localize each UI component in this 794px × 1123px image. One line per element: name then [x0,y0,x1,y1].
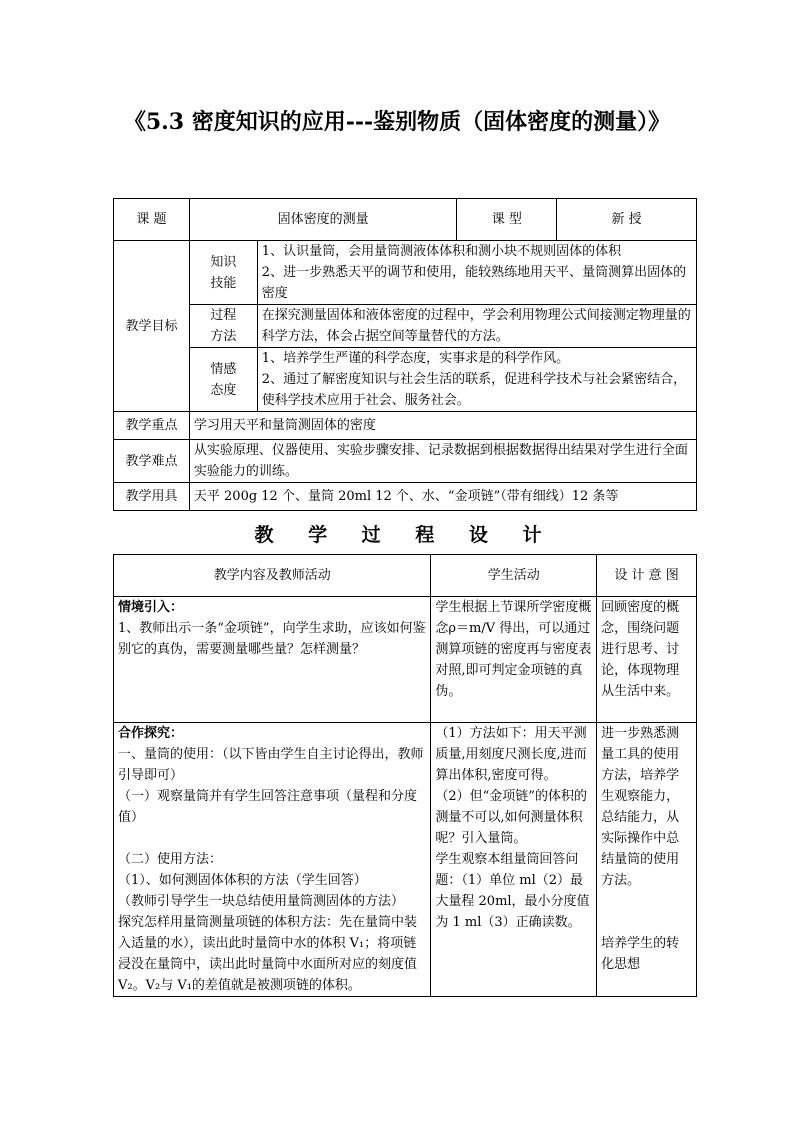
tools-label: 教学用具 [114,483,190,511]
row-explore-intent: 进一步熟悉测量工具的使用方法，培养学生观察能力，总结能力，从实际操作中总结量筒的使用方法。 培养学生的转化思想 [597,723,697,997]
intro-text: 1、教师出示一条“金项链”，向学生求助，应该如何鉴别它的真伪，需要测量哪些量？怎样测量？ [118,621,426,657]
goal-knowledge-label: 知识 技能 [189,241,257,305]
goal-label: 教学目标 [114,241,190,412]
goal-process-text: 在探究测量固体和液体密度的过程中，学会利用物理公式间接测定物理量的科学方法，体会占据空间等量替代的方法。 [257,305,696,348]
intro-title: 情境引入： [118,600,184,615]
header-content: 教学内容及教师活动 [114,555,431,597]
row-intro-student: 学生根据上节课所学密度概念ρ＝m/V 得出，可以通过测算项链的密度再与密度表对照,即可判定金项链的真伪。 [431,597,597,723]
difficulty-value: 从实验原理、仪器使用、实验步骤安排、记录数据到根据数据得出结果对学生进行全面实验能力的训练。 [189,440,696,483]
difficulty-label: 教学难点 [114,440,190,483]
goal-process-label: 过程 方法 [189,305,257,348]
row-explore-student: （1）方法如下：用天平测质量,用刻度尺测长度,进而算出体积,密度可得。 （2）但“金项链”的体积的测量不可以,如何测量体积呢？引入量筒。 学生观察本组量筒回答问题：（1）单位 ml（2）最大量程 20ml，最小分度值为 1 ml（3）正确读数。 [431,723,597,997]
row-explore-content [114,723,431,997]
row-intro-content [114,597,431,723]
type-value: 新 授 [557,199,697,241]
key-value: 学习用天平和量筒测固体的密度 [189,412,696,440]
type-label: 课 型 [457,199,557,241]
process-table [113,554,697,997]
header-student: 学生活动 [431,555,597,597]
goal-attitude-label: 情感 态度 [189,348,257,412]
key-label: 教学重点 [114,412,190,440]
explore-title: 合作探究： [118,726,184,741]
process-heading: 教 学 过 程 设 计 [254,524,556,546]
course-label: 课 题 [114,199,190,241]
explore-text: 一、量筒的使用：（以下皆由学生自主讨论得出，教师引导即可） （一）观察量筒并有学生回答注意事项（量程和分度值） （二）使用方法： （1）、如何测固体体积的方法（学生回答） （教师引导学生一块总结使用量筒测固体的方法） 探究怎样用量筒测量项链的体积方法：先在量筒中装入适量的水），读出此时量筒中水的体积 V₁；将项链浸没在量筒中，读出此时量筒中水面所对应的刻度值 V₂。V₂与 V₁的差值就是被测项链的体积。 [118,747,424,993]
document-title: 《5.3 密度知识的应用---鉴别物质（固体密度的测量）》 [123,109,671,135]
lesson-info-table [113,198,697,511]
header-intent: 设 计 意 图 [597,555,697,597]
tools-value: 天平 200g 12 个、量筒 20ml 12 个、水、“金项链”（带有细线）12 条等 [189,483,696,511]
goal-attitude-text: 1、培养学生严谨的科学态度，实事求是的科学作风。 2、通过了解密度知识与社会生活的联系，促进科学技术与社会紧密结合，使科学技术应用于社会、服务社会。 [257,348,696,412]
row-intro-intent: 回顾密度的概念，围绕问题进行思考、讨论，体现物理从生活中来。 [597,597,697,723]
course-value: 固体密度的测量 [189,199,457,241]
goal-knowledge-text: 1、认识量筒，会用量筒测液体体积和测小块不规则固体的体积 2、进一步熟悉天平的调节和使用，能较熟练地用天平、量筒测算出固体的密度 [257,241,696,305]
